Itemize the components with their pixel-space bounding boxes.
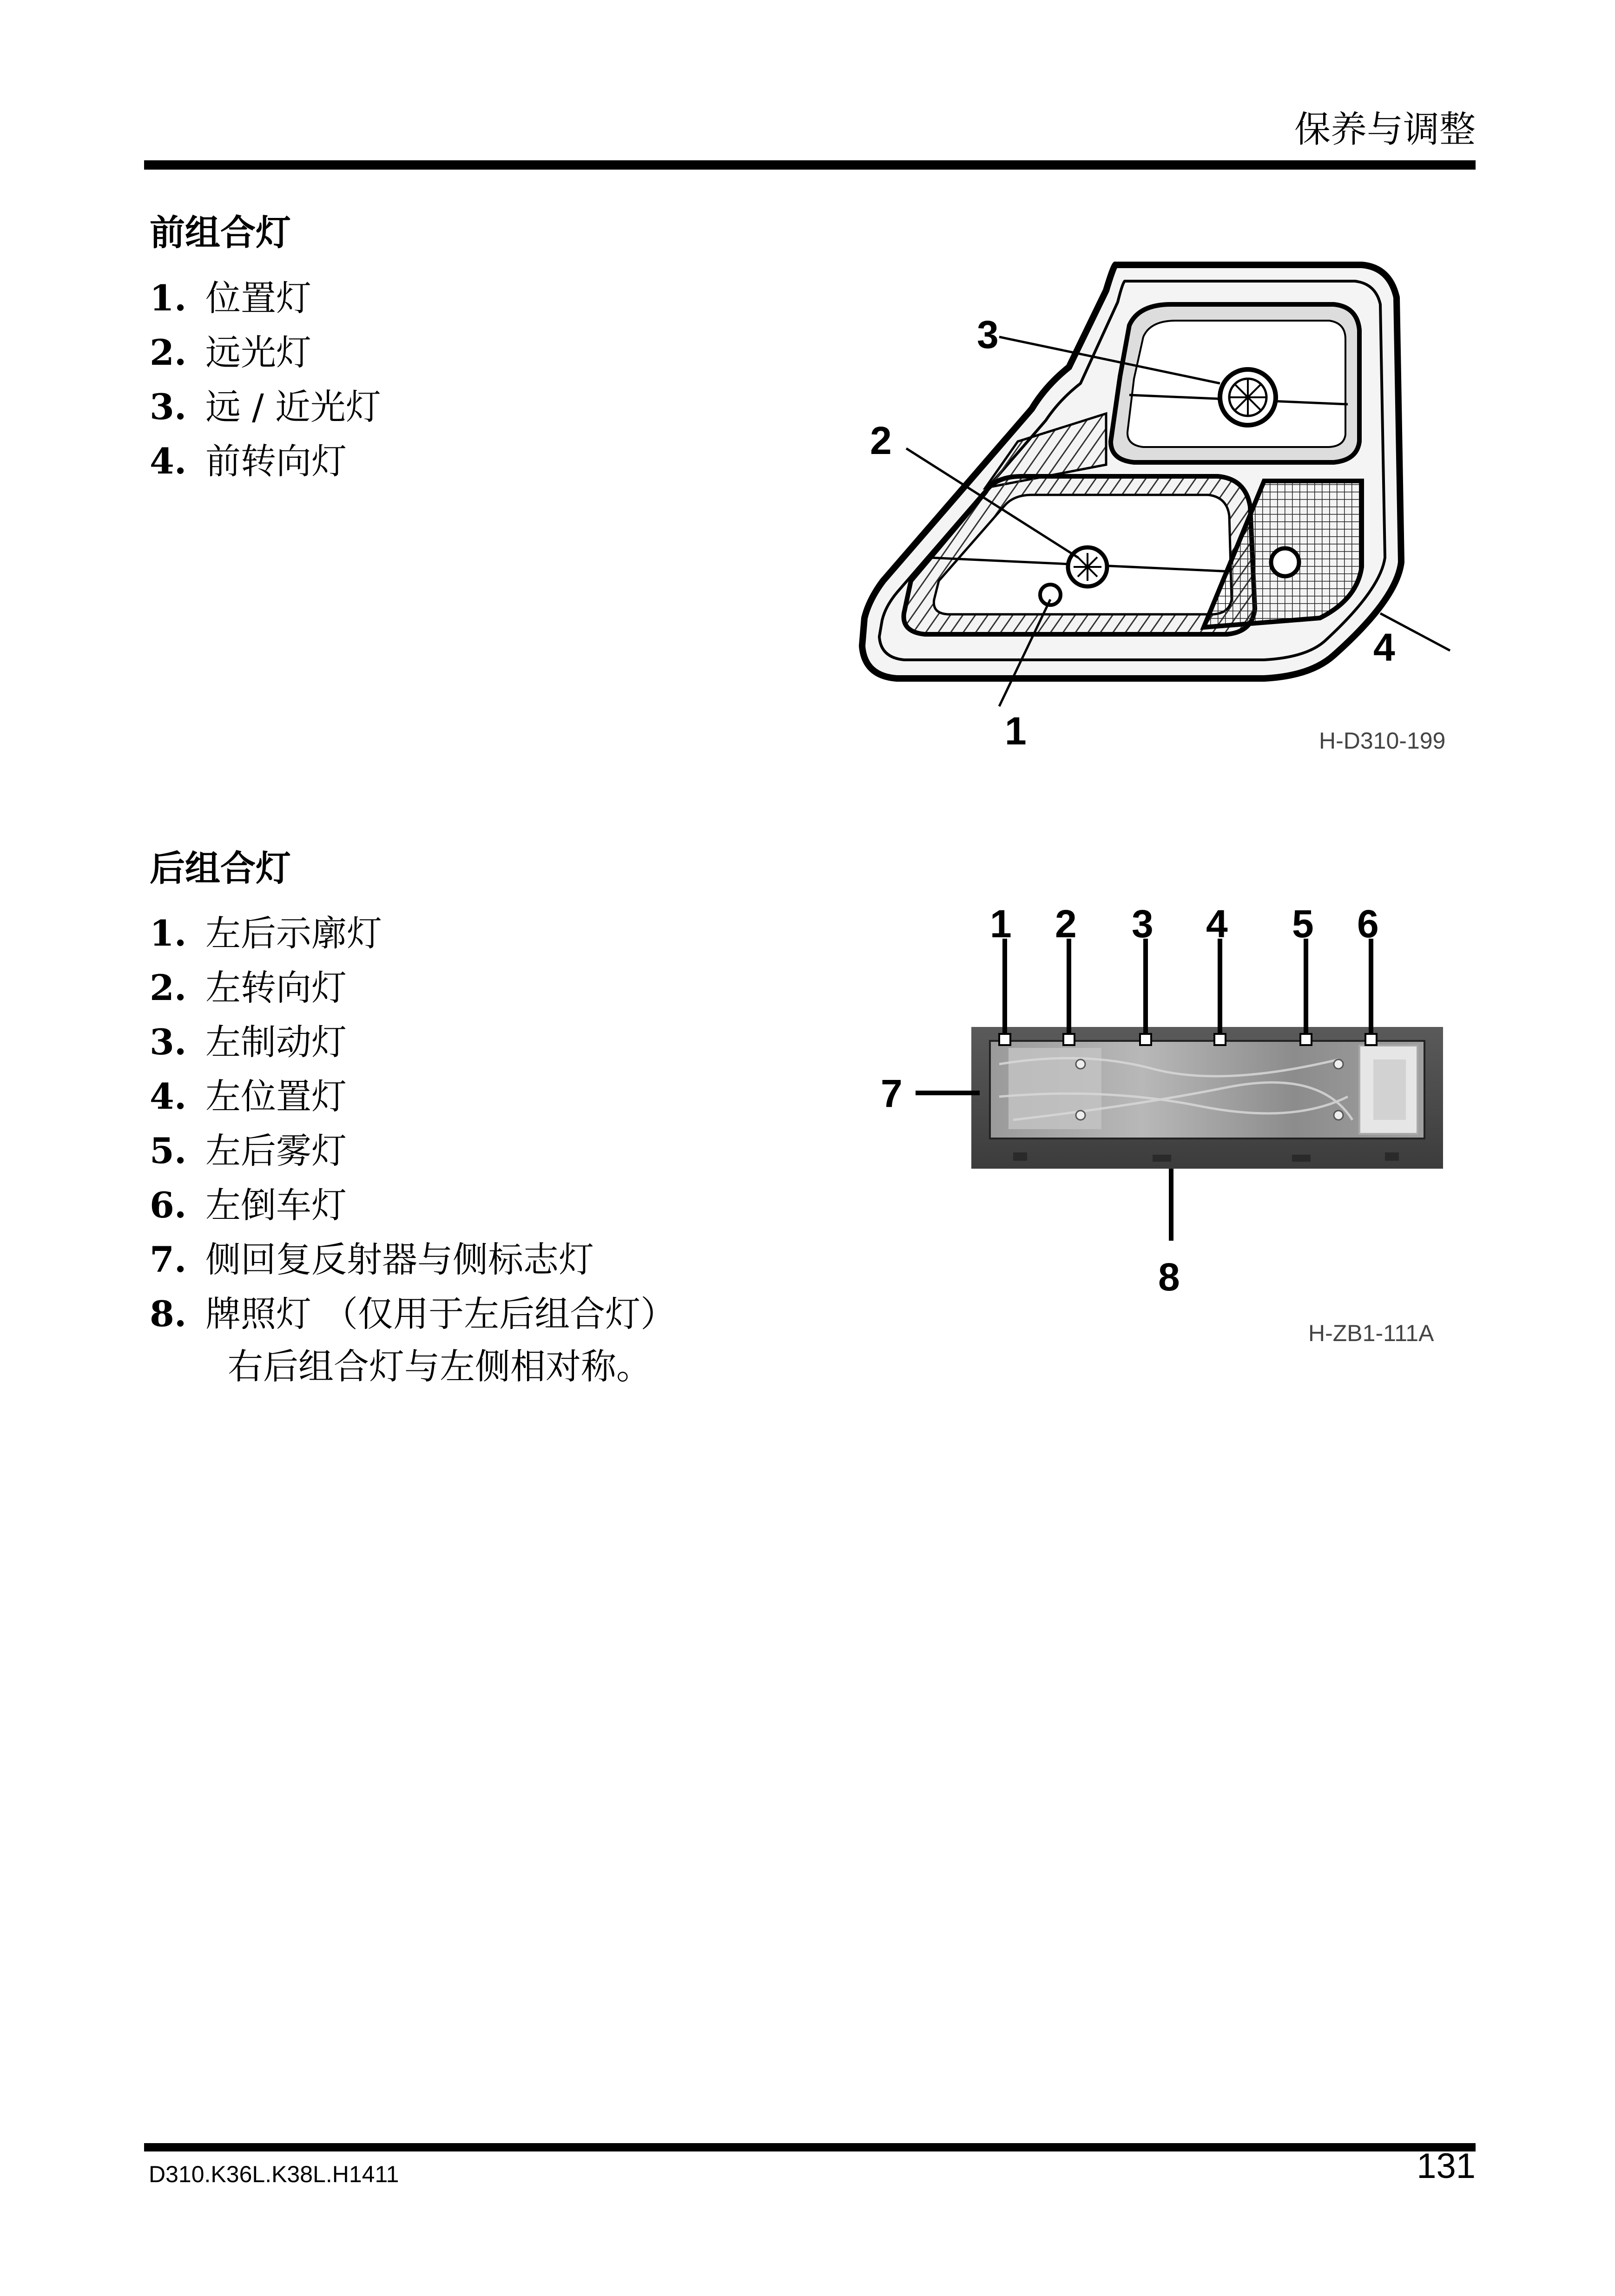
front-figure-callout-1: 1: [1005, 709, 1027, 753]
rear-lamp-title: 后组合灯: [150, 848, 291, 889]
rear-figure-callout-3: 3: [1132, 902, 1154, 946]
front-figure-callout-4: 4: [1373, 625, 1395, 669]
rear-figure-callout-8: 8: [1158, 1255, 1180, 1299]
rear-lamp-note: 右后组合灯与左侧相对称。: [228, 1346, 652, 1387]
list-item: 8. 牌照灯 （仅用于左后组合灯）: [150, 1293, 676, 1335]
rear-figure-callout-1: 1: [990, 902, 1012, 946]
list-item: 3. 左制动灯: [150, 1021, 347, 1063]
rear-lamp-figure: [874, 901, 1478, 1296]
front-lamp-title: 前组合灯: [150, 212, 291, 253]
list-item: 5. 左后雾灯: [150, 1130, 347, 1171]
rear-lamp-list: [150, 906, 676, 1341]
list-item: 2. 左转向灯: [150, 967, 347, 1008]
list-item: 7. 侧回复反射器与侧标志灯: [150, 1239, 594, 1280]
front-figure-callout-3: 3: [977, 313, 999, 356]
list-item: 4. 左位置灯: [150, 1076, 347, 1117]
rear-figure-callout-2: 2: [1055, 902, 1077, 946]
front-figure-code: H-D310-199: [1319, 728, 1446, 754]
rear-figure-callout-5: 5: [1292, 902, 1314, 946]
front-lamp-figure: [846, 246, 1478, 767]
list-item: 1. 位置灯: [150, 277, 311, 319]
header-rule: [144, 160, 1476, 170]
list-item: 1. 左后示廓灯: [150, 913, 382, 954]
list-item: 4. 前转向灯: [150, 441, 347, 482]
header-section-title: 保养与调整: [1294, 109, 1476, 151]
footer-doc-code: D310.K36L.K38L.H1411: [149, 2161, 399, 2187]
rear-figure-code: H-ZB1-111A: [1308, 1320, 1434, 1346]
rear-figure-callout-6: 6: [1357, 902, 1379, 946]
rear-figure-callout-7: 7: [881, 1072, 903, 1115]
footer-rule: [144, 2143, 1476, 2151]
front-lamp-list: [150, 271, 381, 488]
front-figure-callout-2: 2: [870, 419, 892, 462]
list-item: 3. 远 / 近光灯: [150, 386, 381, 428]
list-item: 6. 左倒车灯: [150, 1184, 347, 1226]
rear-figure-callout-4: 4: [1206, 902, 1228, 946]
list-item: 2. 远光灯: [150, 332, 311, 373]
page-number: 131: [1417, 2146, 1476, 2186]
